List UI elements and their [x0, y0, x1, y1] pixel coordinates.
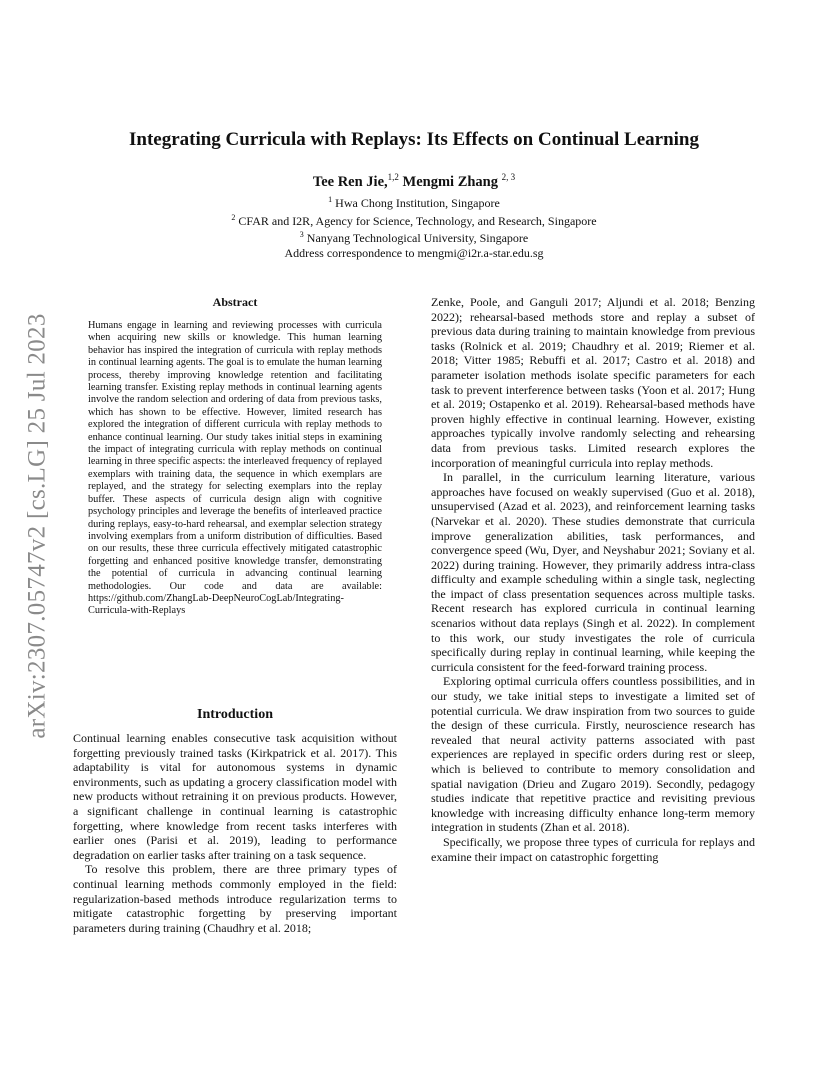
author-name: Tee Ren Jie,: [312, 173, 388, 190]
affiliations: [60, 193, 768, 260]
affiliation-line: [60, 211, 768, 229]
affiliation-text: CFAR and I2R, Agency for Science, Technology, and Research, Singapore: [238, 213, 597, 228]
correspondence-line: Address correspondence to mengmi@i2r.a-star.edu.sg: [284, 245, 544, 260]
author-affiliation-marker: 2, 3: [501, 172, 516, 182]
affiliation-marker: 1: [328, 195, 333, 204]
right-column-body: [431, 295, 755, 864]
arxiv-stamp: [20, 296, 56, 756]
affiliation-line: [60, 228, 768, 246]
author-name: Mengmi Zhang: [402, 173, 498, 190]
arxiv-identifier: arXiv:2307.05747v2 [cs.LG] 25 Jul 2023: [24, 313, 51, 739]
introduction-heading: Introduction: [197, 707, 273, 722]
abstract-body: [88, 320, 382, 618]
affiliation-text: Hwa Chong Institution, Singapore: [335, 196, 500, 210]
author-list: [60, 172, 768, 191]
paragraph: To resolve this problem, there are three primary types of continual learning methods commonly employed in the field: regularization-based methods introduce regularization terms to mitigate catastrophic forgetting by preserving important parameters during training (Chaudhry et al. 2018;: [73, 862, 397, 935]
author-affiliation-marker: 1,2: [387, 172, 399, 182]
affiliation-line: [60, 193, 768, 211]
paragraph: Zenke, Poole, and Ganguli 2017; Aljundi et al. 2018; Benzing 2022); rehearsal-based methods store and replay a subset of previous data during training to maintain knowledge from previous tasks (Rolnick et al. 2019; Chaudhry et al. 2019; Riemer et al. 2018; Vitter 1985; Rebuffi et al. 2017; Castro et al. 2018) and parameter isolation methods isolate specific parameters for each task to prevent interference between tasks (Yoon et al. 2017; Hung et al. 2019; Ostapenko et al. 2019). Rehearsal-based methods have proven highly effective in continual learning. However, existing approaches typically involve randomly selecting and rehearsing data from previous tasks. Limited research explores the incorporation of meaningful curricula into replay methods.: [431, 295, 755, 470]
paragraph: In parallel, in the curriculum learning literature, various approaches have focused on weakly supervised (Guo et al. 2018), unsupervised (Azad et al. 2023), and reinforcement learning tasks (Narvekar et al. 2020). These studies demonstrate that curricula improve generalization abilities, task performances, and convergence speed (Wu, Dyer, and Neyshabur 2021; Soviany et al. 2022) during training. However, they primarily address intra-class difficulty and example scheduling within a single task, neglecting the impact of class presentation sequences across multiple tasks. Recent research has explored curricula in continual learning scenarios without data replays (Singh et al. 2022). In complement to this work, our study investigates the role of curricula specifically during replay in continual learning, while keeping the curricula consistent for the feed-forward training process.: [431, 470, 755, 674]
affiliation-text: Nanyang Technological University, Singapore: [306, 231, 529, 246]
introduction-body: [73, 731, 397, 935]
abstract-heading: Abstract: [212, 295, 258, 309]
affiliation-marker: 3: [299, 230, 304, 240]
affiliation-marker: 2: [231, 212, 236, 222]
abstract-paragraph: Humans engage in learning and reviewing processes with curricula when acquiring new skills or knowledge. This human learning behavior has inspired the integration of curricula with replay methods in continual learning agents. The goal is to emulate the human learning process, thereby improving knowledge retention and facilitating learning transfer. Existing replay methods in continual learning agents involve the random selection and ordering of data from previous tasks, which has shown to be effective. However, limited research has explored the integration of different curricula with replay methods to enhance continual learning. Our study takes initial steps in examining the impact of integrating curricula with replay methods on continual learning in three specific aspects: the interleaved frequency of replayed exemplars with training data, the sequence in which exemplars are replayed, and the strategy for selecting exemplars into the replay buffer. These aspects of curricula design align with cognitive psychology principles and leverage the benefits of interleaved practice during replays, easy-to-hard rehearsal, and exemplar selection strategy involving exemplars from a uniform distribution of difficulties. Based on our results, these three curricula effectively mitigated catastrophic forgetting and enhanced positive knowledge transfer, demonstrating the potential of curricula in advancing continual learning methodologies. Our code and data are available: https://github.com/ZhangLab-DeepNeuroCogLab/Integrating-Curricula-with-Replays: [88, 320, 382, 617]
paragraph: Exploring optimal curricula offers countless possibilities, and in our study, we take initial steps to investigate a limited set of potential curricula. We draw inspiration from two sources to guide the design of these curricula. Firstly, neuroscience research has revealed that neural activity patterns associated with past experiences are replayed in specific orders during rest or sleep, which is believed to contribute to memory consolidation and spatial navigation (Drieu and Zugaro 2019). Secondly, pedagogy studies indicate that repetitive practice and revisiting previous knowledge with increasing difficulty enhance long-term memory integration in students (Zhan et al. 2018).: [431, 674, 755, 835]
paragraph: Specifically, we propose three types of curricula for replays and examine their impact on catastrophic forgetting: [431, 834, 755, 864]
paragraph: Continual learning enables consecutive task acquisition without forgetting previously trained tasks (Kirkpatrick et al. 2017). This adaptability is vital for autonomous systems in dynamic environments, such as updating a grocery classification model with new products without retraining it on previous products. However, a significant challenge in continual learning is catastrophic forgetting, where knowledge from recent tasks interferes with earlier ones (Parisi et al. 2019), leading to performance degradation on earlier tasks after training on a task sequence.: [73, 731, 397, 862]
paper-title: Integrating Curricula with Replays: Its Effects on Continual Learning: [128, 129, 699, 150]
